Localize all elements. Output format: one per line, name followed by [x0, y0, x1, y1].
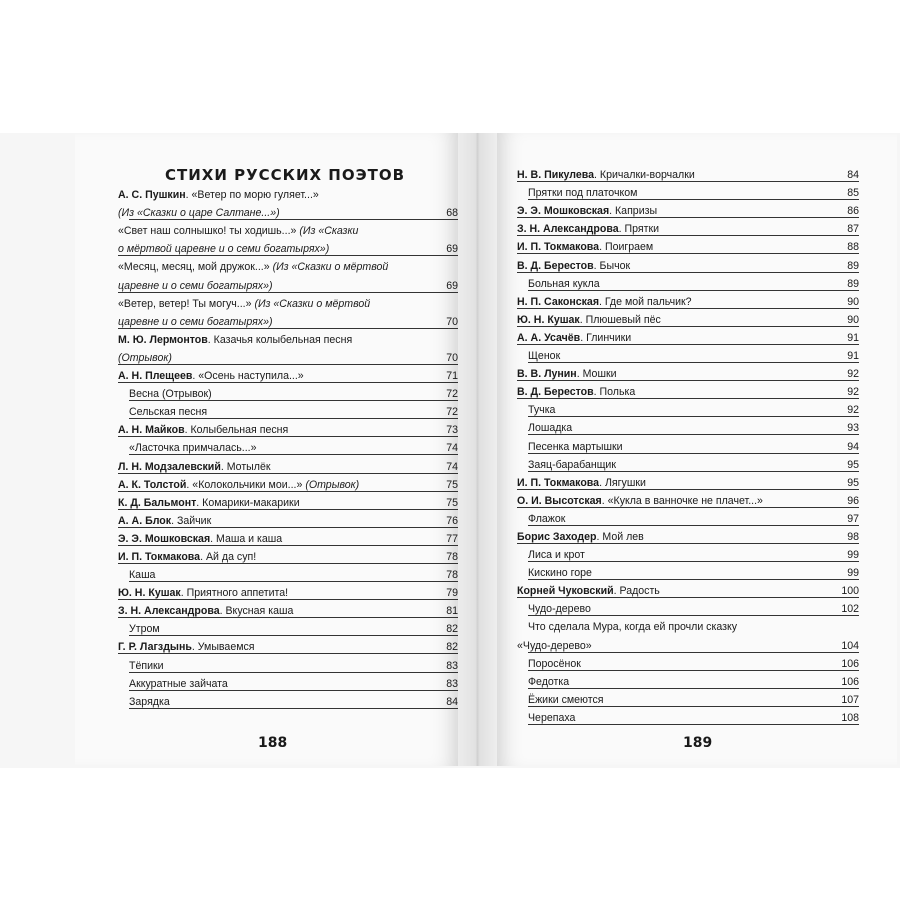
- toc-title: Тёпики: [129, 659, 164, 672]
- toc-title: . Кричалки-ворчалки: [594, 169, 695, 182]
- toc-entry: [118, 494, 458, 512]
- toc-page-number: 82: [446, 623, 458, 636]
- toc-list-right: [517, 166, 859, 727]
- toc-entry: [517, 564, 859, 582]
- toc-author: А. Н. Плещеев: [118, 370, 193, 383]
- toc-entry: [517, 220, 859, 238]
- toc-title: Лиса и крот: [528, 549, 585, 562]
- toc-title: Утром: [129, 623, 160, 636]
- toc-page-number: 91: [847, 331, 859, 344]
- toc-entry: [517, 311, 859, 329]
- toc-entry: [118, 276, 458, 294]
- toc-title: . Мошки: [576, 368, 617, 381]
- toc-author: Г. Р. Лагздынь: [118, 641, 192, 654]
- toc-entry: [517, 528, 859, 546]
- toc-page-number: 82: [446, 641, 458, 654]
- toc-author: В. Д. Берестов: [517, 259, 594, 272]
- toc-entry: [517, 456, 859, 474]
- toc-author: А. С. Пушкин: [118, 189, 186, 202]
- toc-entry: [118, 385, 458, 403]
- toc-page-number: 98: [847, 530, 859, 543]
- toc-page-number: 91: [847, 350, 859, 363]
- toc-page-number: 90: [847, 295, 859, 308]
- toc-page-number: 92: [847, 368, 859, 381]
- toc-page-number: 94: [847, 440, 859, 453]
- toc-author: Ю. Н. Кушак: [517, 313, 580, 326]
- toc-entry: [118, 656, 458, 674]
- toc-entry: [517, 419, 859, 437]
- toc-entry: [118, 675, 458, 693]
- toc-title: Поросёнок: [528, 657, 581, 670]
- toc-title: . «Ветер по морю гуляет...»: [185, 189, 319, 202]
- toc-title: «Ласточка примчалась...»: [129, 442, 257, 455]
- toc-author: Л. Н. Модзалевский: [118, 460, 221, 473]
- dotted-leader: [528, 525, 859, 526]
- toc-page-number: 97: [847, 512, 859, 525]
- toc-title: . Приятного аппетита!: [180, 587, 289, 600]
- toc-entry-line: [517, 618, 859, 636]
- toc-entry: [517, 510, 859, 528]
- toc-page-number: 73: [446, 424, 458, 437]
- toc-entry: [118, 530, 458, 548]
- toc-author: А. А. Усачёв: [517, 331, 581, 344]
- toc-page-number: 89: [847, 259, 859, 272]
- toc-title: Федотка: [528, 675, 570, 688]
- toc-title: Прятки под платочком: [528, 187, 638, 200]
- toc-page-number: 108: [841, 711, 859, 724]
- toc-title: . «Кукла в ванночке не плачет...»: [601, 494, 763, 507]
- toc-entry: [118, 566, 458, 584]
- toc-entry-line: [118, 258, 458, 276]
- toc-page-number: 85: [847, 187, 859, 200]
- toc-entry: [517, 184, 859, 202]
- toc-entry: [517, 582, 859, 600]
- toc-title: . «Колокольчики мои...»: [186, 478, 306, 491]
- toc-page-number: 95: [847, 458, 859, 471]
- toc-author: И. П. Токмакова: [517, 476, 600, 489]
- section-heading: СТИХИ РУССКИХ ПОЭТОВ: [164, 166, 406, 184]
- toc-author: Э. Э. Мошковская: [118, 532, 211, 545]
- toc-entry: [118, 349, 458, 367]
- toc-title: . Глинчики: [580, 331, 632, 344]
- toc-entry: [118, 403, 458, 421]
- toc-title: . Казачья колыбельная песня: [207, 333, 353, 346]
- toc-page-number: 99: [847, 567, 859, 580]
- toc-title: «Ветер, ветер! Ты могуч...»: [118, 297, 255, 310]
- dotted-leader: [129, 581, 458, 582]
- toc-source-note: (Из «Сказки: [299, 225, 359, 238]
- toc-page-number: 99: [847, 549, 859, 562]
- toc-page-number: 106: [841, 675, 859, 688]
- toc-page-number: 75: [446, 496, 458, 509]
- toc-title: . «Осень наступила...»: [192, 370, 304, 383]
- toc-title: . Вкусная каша: [219, 605, 294, 618]
- dotted-leader: [528, 434, 859, 435]
- toc-title: Заяц-барабанщик: [528, 458, 616, 471]
- toc-author: В. В. Лунин: [517, 368, 577, 381]
- toc-entry: [118, 638, 458, 656]
- toc-author: А. А. Блок: [118, 514, 172, 527]
- toc-author: В. Д. Берестов: [517, 386, 594, 399]
- toc-page-number: 92: [847, 386, 859, 399]
- toc-author: З. Н. Александрова: [118, 605, 220, 618]
- toc-title: Весна (Отрывок): [129, 388, 212, 401]
- toc-page-number: 74: [446, 460, 458, 473]
- toc-author: О. И. Высотская: [517, 494, 602, 507]
- toc-page-number: 107: [841, 693, 859, 706]
- toc-author: И. П. Токмакова: [517, 241, 600, 254]
- toc-title: Аккуратные зайчата: [129, 677, 228, 690]
- toc-author: Корней Чуковский: [517, 585, 614, 598]
- toc-title: . Маша и каша: [210, 532, 283, 545]
- toc-entry: [517, 691, 859, 709]
- toc-title: Кискино горе: [528, 567, 592, 580]
- toc-page-number: 75: [446, 478, 458, 491]
- toc-title: . Полька: [593, 386, 636, 399]
- toc-title: . Комарики-макарики: [196, 496, 300, 509]
- toc-page-number: 93: [847, 422, 859, 435]
- toc-page-number: 88: [847, 241, 859, 254]
- toc-entry: [118, 548, 458, 566]
- toc-title: . Мотылёк: [220, 460, 271, 473]
- toc-entry: [118, 421, 458, 439]
- toc-page-number: 104: [841, 639, 859, 652]
- toc-title: Сельская песня: [129, 406, 208, 419]
- toc-title: . Мой лев: [596, 530, 644, 543]
- toc-title: . Колыбельная песня: [184, 424, 289, 437]
- toc-source-note: (Отрывок): [118, 351, 172, 364]
- toc-entry: [517, 347, 859, 365]
- toc-page-number: 84: [847, 169, 859, 182]
- toc-author: Н. В. Пикулева: [517, 169, 595, 182]
- toc-title: . Где мой пальчик?: [599, 295, 692, 308]
- toc-title: . Зайчик: [171, 514, 212, 527]
- toc-title: Больная кукла: [528, 277, 600, 290]
- toc-entry: [118, 457, 458, 475]
- toc-page-number: 69: [446, 279, 458, 292]
- toc-entry: [118, 240, 458, 258]
- toc-title: Чудо-дерево: [528, 603, 591, 616]
- toc-entry: [118, 512, 458, 530]
- toc-page-number: 96: [847, 494, 859, 507]
- toc-author: А. К. Толстой: [118, 478, 187, 491]
- toc-page-number: 71: [446, 370, 458, 383]
- toc-entry: [517, 546, 859, 564]
- toc-author: Ю. Н. Кушак: [118, 587, 181, 600]
- book-gutter: [458, 133, 497, 766]
- toc-entry: [118, 367, 458, 385]
- toc-title: Зарядка: [129, 695, 170, 708]
- toc-entry: [118, 584, 458, 602]
- toc-title: Флажок: [528, 512, 566, 525]
- toc-title: . Бычок: [593, 259, 631, 272]
- toc-entry: [517, 437, 859, 455]
- dotted-leader: [129, 708, 458, 709]
- toc-entry: [517, 709, 859, 727]
- toc-page-number: 70: [446, 351, 458, 364]
- toc-author: К. Д. Бальмонт: [118, 496, 197, 509]
- dotted-leader: [528, 362, 859, 363]
- toc-title: Щенок: [528, 350, 561, 363]
- toc-author: З. Н. Александрова: [517, 223, 619, 236]
- toc-entry: [517, 293, 859, 311]
- toc-title: Тучка: [528, 404, 556, 417]
- toc-title: . Ай да суп!: [200, 550, 257, 563]
- toc-entry: [118, 204, 458, 222]
- toc-author: Э. Э. Мошковская: [517, 205, 610, 218]
- toc-title: Лошадка: [528, 422, 573, 435]
- toc-source-note: (Из «Сказки о мёртвой: [272, 261, 389, 274]
- toc-source-note: о мёртвой царевне и о семи богатырях»): [118, 243, 330, 256]
- toc-page-number: 100: [841, 585, 859, 598]
- toc-author: А. Н. Майков: [118, 424, 185, 437]
- toc-page-number: 72: [446, 406, 458, 419]
- toc-entry: [517, 636, 859, 654]
- toc-entry: [517, 673, 859, 691]
- toc-title: Черепаха: [528, 711, 576, 724]
- toc-page-number: 69: [446, 243, 458, 256]
- toc-page-number: 92: [847, 404, 859, 417]
- toc-page-number: 78: [446, 569, 458, 582]
- toc-entry-line: [118, 295, 458, 313]
- toc-entry: [118, 313, 458, 331]
- toc-title: . Поиграем: [599, 241, 654, 254]
- toc-entry: [118, 476, 458, 494]
- toc-source-note: царевне и о семи богатырях»): [118, 315, 273, 328]
- toc-entry-line: [118, 186, 458, 204]
- toc-entry: [517, 365, 859, 383]
- toc-entry: [517, 600, 859, 618]
- toc-entry: [517, 166, 859, 184]
- toc-title: . Умываемся: [191, 641, 255, 654]
- toc-entry: [517, 275, 859, 293]
- toc-page-number: 72: [446, 388, 458, 401]
- toc-author: Борис Заходер: [517, 530, 597, 543]
- toc-page-number: 83: [446, 659, 458, 672]
- toc-entry: [517, 383, 859, 401]
- toc-page-number: 76: [446, 514, 458, 527]
- toc-page-number: 95: [847, 476, 859, 489]
- toc-author: Н. П. Саконская: [517, 295, 600, 308]
- page-number-left: 188: [258, 735, 288, 751]
- toc-page-number: 106: [841, 657, 859, 670]
- toc-title: . Лягушки: [599, 476, 646, 489]
- toc-page-number: 84: [446, 695, 458, 708]
- toc-source-note: царевне и о семи богатырях»): [118, 279, 273, 292]
- toc-source-note: (Из «Сказки о мёртвой: [254, 297, 371, 310]
- toc-entry: [517, 655, 859, 673]
- toc-title: . Капризы: [609, 205, 658, 218]
- toc-page-number: 78: [446, 550, 458, 563]
- toc-page-number: 81: [446, 605, 458, 618]
- toc-author: И. П. Токмакова: [118, 550, 201, 563]
- toc-page-number: 74: [446, 442, 458, 455]
- toc-source-note: (Из «Сказки о царе Салтане...»): [118, 207, 280, 220]
- toc-page-number: 68: [446, 207, 458, 220]
- dotted-leader: [129, 635, 458, 636]
- toc-page-number: 87: [847, 223, 859, 236]
- toc-page-number: 89: [847, 277, 859, 290]
- toc-title: «Месяц, месяц, мой дружок...»: [118, 261, 273, 274]
- toc-entry: [118, 693, 458, 711]
- toc-title: Песенка мартышки: [528, 440, 623, 453]
- dotted-leader: [528, 688, 859, 689]
- toc-page-number: 102: [841, 603, 859, 616]
- toc-entry-line: [118, 331, 458, 349]
- toc-entry: [517, 202, 859, 220]
- toc-entry-line: [118, 222, 458, 240]
- dotted-leader: [528, 724, 859, 725]
- toc-title: Что сделала Мура, когда ей прочли сказку: [528, 621, 738, 634]
- toc-entry: [517, 238, 859, 256]
- page-number-right: 189: [683, 735, 713, 751]
- toc-title: «Свет наш солнышко! ты ходишь...»: [118, 225, 300, 238]
- toc-page-number: 79: [446, 587, 458, 600]
- toc-page-number: 70: [446, 315, 458, 328]
- toc-title: Каша: [129, 569, 156, 582]
- toc-source-note: (Отрывок): [305, 478, 360, 491]
- toc-entry: [517, 474, 859, 492]
- toc-entry: [517, 492, 859, 510]
- toc-page-number: 77: [446, 532, 458, 545]
- toc-entry: [517, 401, 859, 419]
- toc-title: «Чудо-дерево»: [517, 639, 592, 652]
- toc-entry: [517, 256, 859, 274]
- toc-title: . Радость: [613, 585, 660, 598]
- toc-page-number: 86: [847, 205, 859, 218]
- toc-author: М. Ю. Лермонтов: [118, 333, 208, 346]
- toc-title: . Плюшевый пёс: [579, 313, 661, 326]
- dotted-leader: [528, 416, 859, 417]
- toc-page-number: 90: [847, 313, 859, 326]
- toc-entry: [118, 620, 458, 638]
- toc-title: . Прятки: [618, 223, 660, 236]
- dotted-leader: [129, 672, 458, 673]
- toc-entry: [118, 439, 458, 457]
- toc-entry: [517, 329, 859, 347]
- toc-title: Ёжики смеются: [528, 693, 604, 706]
- toc-page-number: 83: [446, 677, 458, 690]
- toc-entry: [118, 602, 458, 620]
- toc-list-left: [118, 186, 458, 711]
